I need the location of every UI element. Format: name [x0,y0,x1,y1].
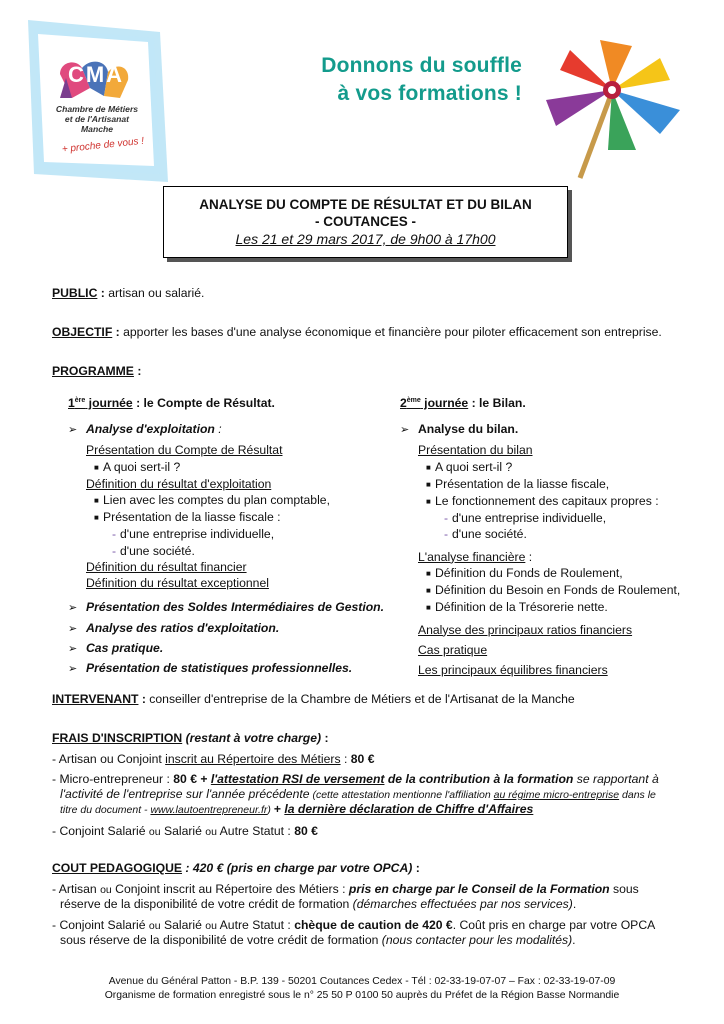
public-label: PUBLIC [52,286,98,300]
day2-s1b [426,476,700,493]
frais-l1-b: : [340,751,351,766]
day2-s3: Analyse des principaux ratios financiers [418,622,633,637]
day2-rest: : le Bilan. [468,396,526,411]
cout-l2-e: . Coût pris en charge par votre OPCA sous réserve de la disponibilité de votre crédit de formation [60,917,655,948]
frais-note: (restant à votre charge) [182,731,322,745]
day1-b1-text: Présentation des Soldes Intermédiaires de Gestion. [86,600,385,615]
frais-line-3 [52,824,676,840]
logo-frame-graphic [20,14,170,189]
frais-sep: : [321,731,329,745]
day2-s2b [426,582,700,599]
day2-s2a [426,565,700,582]
frais-l3-b: Salarié [160,823,206,838]
cout-l2-c: Autre Statut : [216,917,295,932]
footer-registration: Organisme de formation enregistré sous le n° 25 50 P 0100 50 auprès du Préfet de la Région Basse Normandie [104,990,620,1001]
tagline-line-1: Donnons du souffle [321,54,522,77]
day1-s1a [94,459,388,476]
cout-l1-c: pris en charge par le Conseil de la Formation [348,881,610,896]
day2-s1c2 [444,526,700,542]
day1-item1 [68,421,388,438]
day1-sup: ère [74,397,86,404]
day2-s1c1 [444,510,700,526]
arrow-bullet-icon: ➢ [400,424,410,437]
programme-sep: : [133,364,142,378]
day2-sup: ème [406,397,421,404]
cout-section [52,861,676,948]
public-section [52,286,204,300]
arrow-bullet-icon: ➢ [68,642,78,655]
day2-s1a-text: A quoi sert-il ? [435,459,513,474]
day2-heading [400,393,700,411]
pinwheel-image [540,40,700,180]
frais-l2-b: de la contribution à la formation [384,772,574,787]
day1-b2-text: Analyse des ratios d'exploitation. [86,620,280,635]
day2-s1: Présentation du bilan [418,443,533,458]
day2-s1b-text: Présentation de la liasse fiscale, [435,476,610,491]
day2-s2c [426,599,700,616]
frais-l2-h: + [273,802,285,817]
day1-b3 [68,640,388,657]
day1-column [68,393,388,677]
logo-line-2: et de l'Artisanat [64,114,130,124]
day1-s3: Définition du résultat financier [86,559,247,574]
day1-b4 [68,660,388,677]
tagline [262,52,522,108]
day2-num: 2 [400,396,407,411]
logo-slogan: + proche de vous ! [61,135,145,156]
intervenant-sep: : [138,692,150,706]
day1-s1: Présentation du Compte de Résultat [86,443,283,458]
frais-l2-e: au régime micro-entreprise [493,788,620,801]
day2-s4: Cas pratique [418,642,488,657]
cout-l1-a: - Artisan [52,881,101,896]
day2-s2-text: L'analyse financière [418,549,526,564]
frais-l2-f: dans le titre du document - [60,788,656,817]
day1-s2b1 [112,526,388,542]
cout-line-1 [52,882,676,912]
title-dates: Les 21 et 29 mars 2017, de 9h00 à 17h00 [235,231,496,247]
dash-bullet-icon: - [444,527,449,542]
day1-s2b-text: Présentation de la liasse fiscale : [103,510,281,525]
objectif-section [52,325,662,339]
square-bullet-icon: ■ [426,497,431,507]
square-bullet-icon: ■ [426,568,431,578]
cout-l1-b: Conjoint inscrit au Répertoire des Métiers : [111,881,349,896]
cout-l2-ou1: ou [148,919,161,932]
objectif-label: OBJECTIF [52,325,113,339]
day1-b4-text: Présentation de statistiques professionnelles. [86,660,353,675]
frais-l3-a: - Conjoint Salarié [52,823,149,838]
cout-l1-e: (démarches effectuées par nos services) [352,897,573,912]
day1-b3-text: Cas pratique. [86,640,164,655]
frais-l3-c: Autre Statut : [216,823,295,838]
frais-l2-a: - Micro-entrepreneur : [52,772,174,787]
day1-s2: Définition du résultat d'exploitation [86,476,272,491]
day2-s2c-text: Définition de la Trésorerie nette. [435,600,608,615]
frais-l2-price: 80 € + [173,772,211,787]
day2-s1c-text: Le fonctionnement des capitaux propres : [435,494,659,509]
frais-l2-c: se rapportant à l'activité de l'entreprise sur l'année précédente [60,772,659,801]
frais-l2-att: l'attestation RSI de versement [210,772,385,787]
dash-bullet-icon: - [444,511,449,526]
intervenant-section [52,692,575,706]
day2-column [400,393,700,678]
day2-s2-suffix: : [525,549,533,564]
cout-line-2 [52,918,676,948]
day1-s4: Définition du résultat exceptionnel [86,576,269,591]
day1-item1-suffix: : [214,422,222,437]
day2-word: journée [420,396,469,411]
footer-address: Avenue du Général Patton - B.P. 139 - 50201 Coutances Cedex - Tél : 02-33-19-07-07 – Fax : 02-33-19-07-09 [108,976,616,987]
day1-s2a [94,492,388,509]
day2-s2b-text: Définition du Besoin en Fonds de Roulement, [435,583,681,598]
frais-l1-price: 80 € [350,751,375,766]
pinwheel-graphic [540,40,700,180]
day1-word: journée [85,396,133,411]
day1-s2b2 [112,543,388,559]
square-bullet-icon: ■ [426,462,431,472]
day2-item1 [400,421,700,438]
cout-l2-a: - Conjoint Salarié [52,917,149,932]
day2-item1-text: Analyse du bilan. [418,422,519,437]
frais-l2-g: ) [267,804,274,817]
frais-l3-ou2: ou [205,825,217,838]
day1-s2b2-text: d'une société. [120,543,195,558]
cout-l2-ou2: ou [205,919,217,932]
day1-b2 [68,620,388,637]
programme-heading [52,364,141,378]
frais-l2-decl: la dernière déclaration de Chiffre d'Affaires [284,802,534,817]
title-line-1: ANALYSE DU COMPTE DE RÉSULTAT ET DU BILAN [199,197,532,212]
frais-l1-a: - Artisan ou Conjoint [52,751,166,766]
square-bullet-icon: ■ [426,586,431,596]
intervenant-text: conseiller d'entreprise de la Chambre de Métiers et de l'Artisanat de la Manche [149,692,575,706]
day1-s2b1-text: d'une entreprise individuelle, [120,527,275,542]
day2-s1c2-text: d'une société. [452,527,527,542]
programme-label: PROGRAMME [52,364,134,378]
cout-l1-f: . [572,897,577,912]
public-sep: : [97,286,109,300]
frais-line-1 [52,752,676,767]
cout-l2-g: . [572,933,576,948]
square-bullet-icon: ■ [426,479,431,489]
frais-l3-price: 80 € [294,823,318,838]
day2-s1a [426,459,700,476]
arrow-bullet-icon: ➢ [68,622,78,635]
cout-l2-f: (nous contacter pour les modalités) [381,933,573,948]
frais-url-link[interactable]: www.lautoentrepreneur.fr [150,804,268,817]
frais-l3-ou1: ou [148,825,161,838]
tagline-line-2: à vos formations ! [337,82,522,105]
frais-l2-d: (cette attestation mentionne l'affiliation [309,788,494,801]
day1-num: 1 [68,396,75,411]
frais-heading [52,731,676,746]
cout-l2-b: Salarié [160,917,206,932]
footer [0,975,724,1003]
logo-letters: CMA [67,62,125,87]
arrow-bullet-icon: ➢ [68,602,78,615]
dash-bullet-icon: - [112,543,117,558]
cout-note: : 420 € (pris en charge par votre OPCA) [182,861,413,875]
frais-l1-u: inscrit au Répertoire des Métiers [165,751,341,766]
day1-item1-text: Analyse d'exploitation [86,422,215,437]
arrow-bullet-icon: ➢ [68,662,78,675]
day2-s5: Les principaux équilibres financiers [418,662,608,677]
cout-label: COUT PEDAGOGIQUE [52,861,183,875]
square-bullet-icon: ■ [426,603,431,613]
cout-l1-ou: ou [100,883,112,896]
day1-s1a-text: A quoi sert-il ? [103,459,181,474]
intervenant-label: INTERVENANT [52,692,139,706]
title-line-2: - COUTANCES - [315,214,416,229]
day1-s2b [94,509,388,526]
logo-text [42,104,152,134]
day2-s2a-text: Définition du Fonds de Roulement, [435,565,623,580]
frais-line-2 [52,772,676,818]
day1-rest: : le Compte de Résultat. [132,396,275,411]
objectif-sep: : [112,325,124,339]
cout-l1-d: sous réserve de la disponibilité de votre crédit de formation [60,881,639,912]
cout-sep: : [412,861,420,875]
logo-line-1: Chambre de Métiers [55,104,139,114]
square-bullet-icon: ■ [94,462,99,472]
day2-s1c [426,493,700,510]
square-bullet-icon: ■ [94,496,99,506]
cma-logo [20,14,170,189]
day2-s1c1-text: d'une entreprise individuelle, [452,511,607,526]
objectif-text: apporter les bases d'une analyse économique et financière pour piloter efficacement son entreprise. [123,325,662,339]
frais-section [52,731,676,840]
title-box [163,186,568,258]
day1-b1 [68,599,388,616]
logo-line-3: Manche [81,124,113,134]
day1-heading [68,393,388,411]
square-bullet-icon: ■ [94,513,99,523]
dash-bullet-icon: - [112,527,117,542]
frais-label: FRAIS D'INSCRIPTION [52,731,183,745]
cout-l2-d: chèque de caution de 420 € [294,917,453,932]
day1-s2a-text: Lien avec les comptes du plan comptable, [103,493,330,508]
day2-s2 [418,549,700,565]
cout-heading [52,861,676,876]
public-text: artisan ou salarié. [108,286,205,300]
arrow-bullet-icon: ➢ [68,424,78,437]
